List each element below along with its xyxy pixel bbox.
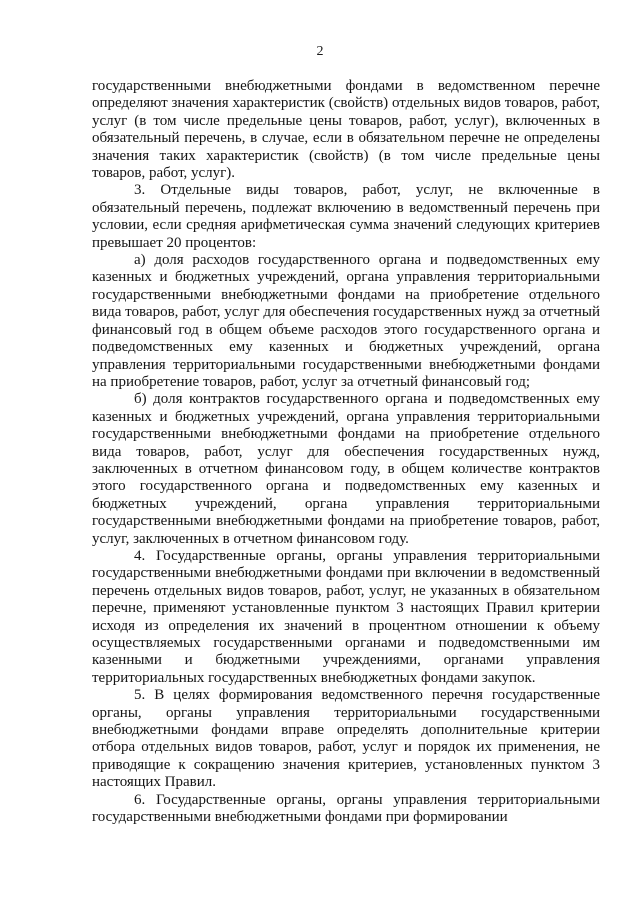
paragraph-item-3: 3. Отдельные виды товаров, работ, услуг, не включенные в обязательный перечень, подлежат включению в ведомственный перечень при условии, если средняя арифметическая сумма значений следующих критериев превышает 20 процентов:: [92, 182, 600, 251]
paragraph-item-3b: б) доля контрактов государственного органа и подведомственных ему казенных и бюджетных учреждений, органа управления территориальными государственными внебюджетными фондами на приобретение отдельного вида товаров, работ, услуг для обеспечения государственных нужд, заключенных в отчетном финансовом году, в общем количестве контрактов этого государственного органа и подведомственных ему казенных и бюджетных учреждений, органа управления территориальными государственными внебюджетными фондами на приобретение товаров, работ, услуг, заключенных в отчетном финансовом году.: [92, 391, 600, 547]
document-body: [92, 78, 600, 826]
page-number: 2: [316, 44, 324, 59]
paragraph-item-5: 5. В целях формирования ведомственного перечня государственные органы, органы управления территориальными государственными внебюджетными фондами вправе определять дополнительные критерии отбора отдельных видов товаров, работ, услуг и порядок их применения, не приводящие к сокращению значения критериев, установленных пунктом 3 настоящих Правил.: [92, 687, 600, 791]
paragraph-item-3a: а) доля расходов государственного органа и подведомственных ему казенных и бюджетных учреждений, органа управления территориальными государственными внебюджетными фондами на приобретение отдельного вида товаров, работ, услуг для обеспечения государственных нужд за отчетный финансовый год в общем объеме расходов этого государственного органа и подведомственных ему казенных и бюджетных учреждений, органа управления территориальными государственными внебюджетными фондами на приобретение товаров, работ, услуг за отчетный финансовый год;: [92, 252, 600, 390]
paragraph-item-4: 4. Государственные органы, органы управления территориальными государственными внебюджетными фондами при включении в ведомственный перечень отдельных видов товаров, работ, услуг, не указанных в обязательном перечне, применяют установленные пунктом 3 настоящих Правил критерии исходя из определения их значений в процентном отношении к объему осуществляемых государственными органами и подведомственными им казенными и бюджетными учреждениями, органами управления территориальных государственных внебюджетных фондами закупок.: [92, 547, 600, 686]
paragraph-item-6: 6. Государственные органы, органы управления территориальными государственными внебюджетными фондами при формировании: [92, 791, 600, 826]
paragraph-continuation: государственными внебюджетными фондами в ведомственном перечне определяют значения характеристик (свойств) отдельных видов товаров, работ, услуг (в том числе предельные цены товаров, работ, услуг), включенных в обязательный перечень, в случае, если в обязательном перечне не определены значения таких характеристик (свойств) (в том числе предельные цены товаров, работ, услуг).: [92, 78, 600, 182]
